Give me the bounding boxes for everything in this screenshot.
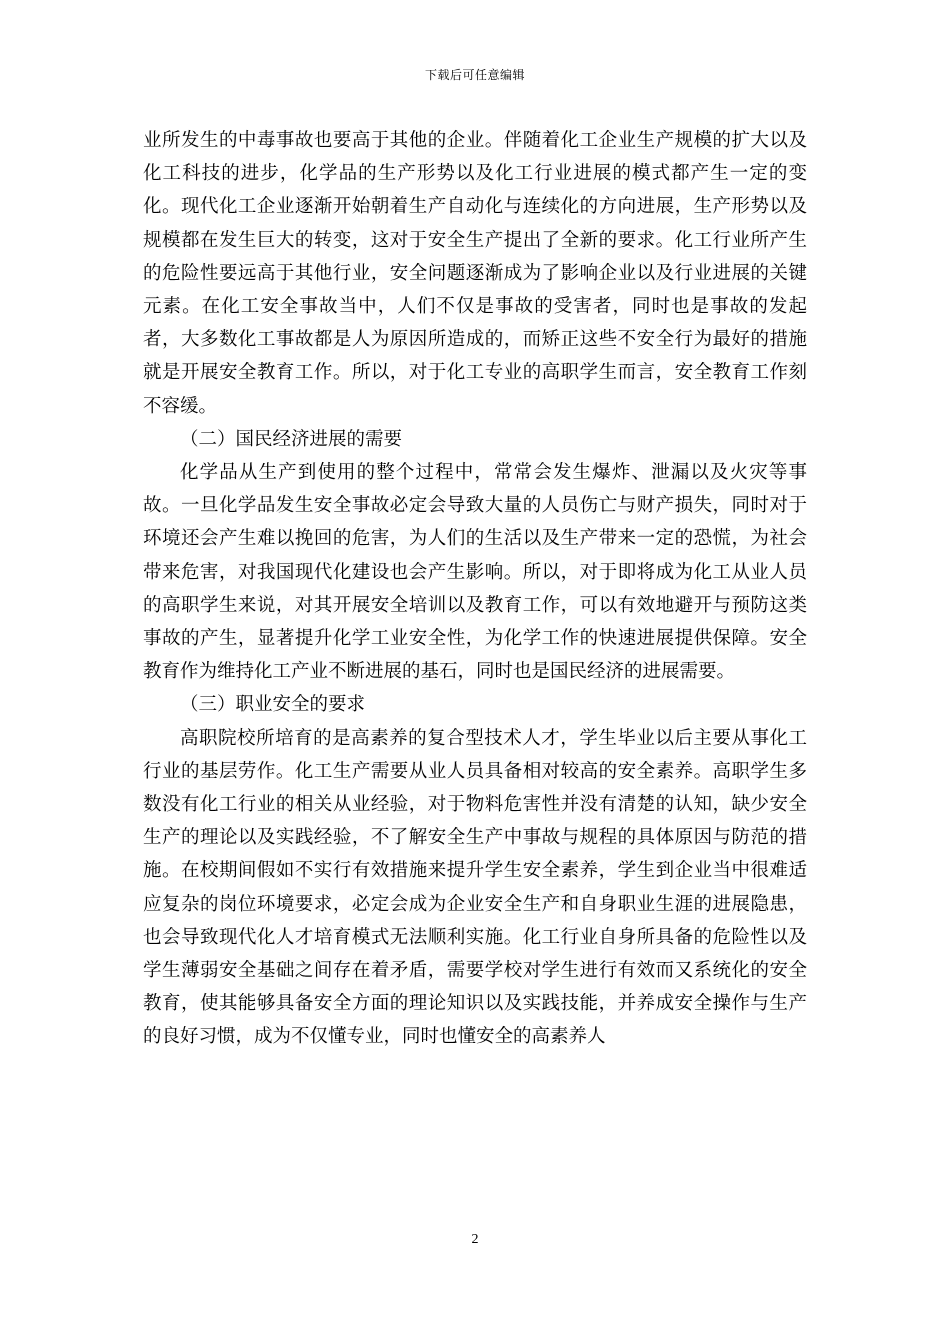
page-header: 下载后可任意编辑 (424, 68, 525, 82)
page-number: 2 (471, 1232, 479, 1247)
document-body (143, 124, 807, 1054)
section-heading-3: （三）职业安全的要求 (180, 694, 366, 716)
section-heading-2: （二）国民经济进展的需要 (180, 428, 403, 450)
body-paragraph-continuation: 业所发生的中毒事故也要高于其他的企业。伴随着化工企业生产规模的扩大以及化工科技的进步，化学品的生产形势以及化工行业进展的模式都产生一定的变化。现代化工企业逐渐开始朝着生产自动化与连续化的方向进展，生产形势以及规模都在发生巨大的转变，这对于安全生产提出了全新的要求。化工行业所产生的危险性要远高于其他行业，安全问题逐渐成为了影响企业以及行业进展的关键元素。在化工安全事故当中，人们不仅是事故的受害者，同时也是事故的发起者，大多数化工事故都是人为原因所造成的，而矫正这些不安全行为最好的措施就是开展安全教育工作。所以，对于化工专业的高职学生而言，安全教育工作刻不容缓。 (143, 130, 807, 417)
body-paragraph: 化学品从生产到使用的整个过程中，常常会发生爆炸、泄漏以及火灾等事故。一旦化学品发生安全事故必定会导致大量的人员伤亡与财产损失，同时对于环境还会产生难以挽回的危害，为人们的生活以及生产带来一定的恐慌，为社会带来危害，对我国现代化建设也会产生影响。所以，对于即将成为化工从业人员的高职学生来说，对其开展安全培训以及教育工作，可以有效地避开与预防这类事故的产生，显著提升化学工业安全性，为化学工作的快速进展提供保障。安全教育作为维持化工产业不断进展的基石，同时也是国民经济的进展需要。 (143, 462, 807, 683)
body-paragraph: 高职院校所培育的是高素养的复合型技术人才，学生毕业以后主要从事化工行业的基层劳作。化工生产需要从业人员具备相对较高的安全素养。高职学生多数没有化工行业的相关从业经验，对于物料危害性并没有清楚的认知，缺少安全生产的理论以及实践经验，不了解安全生产中事故与规程的具体原因与防范的措施。在校期间假如不实行有效措施来提升学生安全素养，学生到企业当中很难适应复杂的岗位环境要求，必定会成为企业安全生产和自身职业生涯的进展隐患，也会导致现代化人才培育模式无法顺利实施。化工行业自身所具备的危险性以及学生薄弱安全基础之间存在着矛盾，需要学校对学生进行有效而又系统化的安全教育，使其能够具备安全方面的理论知识以及实践技能，并养成安全操作与生产的良好习惯，成为不仅懂专业，同时也懂安全的高素养人 (143, 727, 807, 1048)
